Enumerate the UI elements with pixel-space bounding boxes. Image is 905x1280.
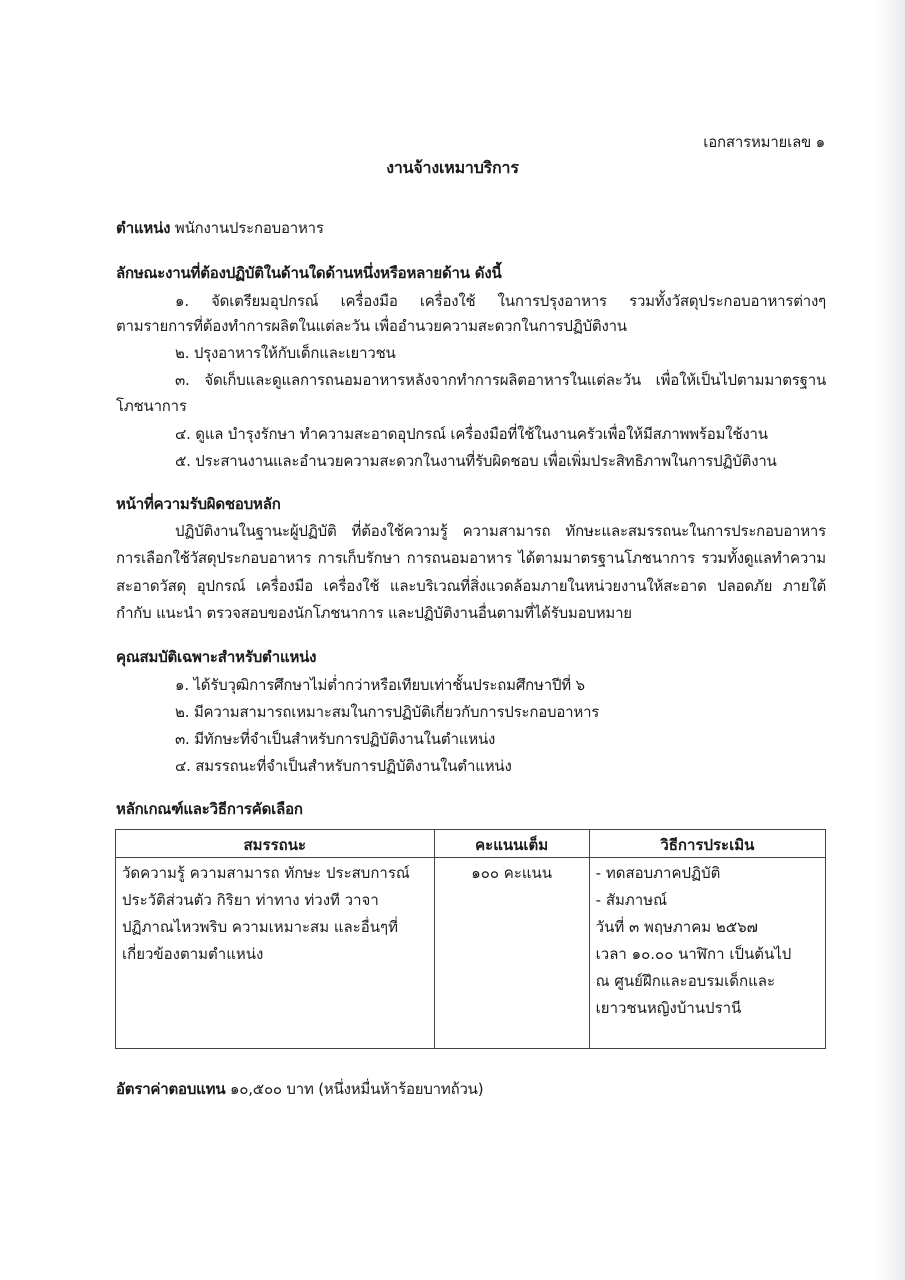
score-cell	[434, 858, 589, 1049]
responsibility-line-3: สะอาดวัสดุ อุปกรณ์ เครื่องมือ เครื่องใช้ และบริเวณที่สิ่งแวดล้อมภายในหน่วยงานให้สะอาด ปลอดภัย ภายใต้	[116, 577, 826, 595]
competency-line: ปฏิภาณไหวพริบ ความเหมาะสม และอื่นๆที่	[122, 918, 398, 936]
duty-item-3-line-2: โภชนาการ	[116, 397, 187, 415]
responsibility-heading: หน้าที่ความรับผิดชอบหลัก	[116, 495, 281, 513]
qualification-item-1: ๑. ได้รับวุฒิการศึกษาไม่ต่ำกว่าหรือเทียบเท่าชั้นประถมศึกษาปีที่ ๖	[175, 676, 585, 694]
method-cell	[589, 858, 825, 1049]
column-header-assessment-method: วิธีการประเมิน	[589, 830, 825, 858]
method-line: - สัมภาษณ์	[595, 891, 668, 909]
qualification-item-3: ๓. มีทักษะที่จำเป็นสำหรับการปฏิบัติงานในตำแหน่ง	[175, 730, 496, 748]
competency-line: วัดความรู้ ความสามารถ ทักษะ ประสบการณ์	[122, 864, 410, 882]
duty-item-1-line-1: ๑. จัดเตรียมอุปกรณ์ เครื่องมือ เครื่องใช้ ในการปรุงอาหาร รวมทั้งวัสดุประกอบอาหารต่างๆ	[175, 292, 826, 310]
full-score-value: ๑๐๐ คะแนน	[471, 864, 553, 882]
method-line: เวลา ๑๐.๐๐ นาฬิกา เป็นต้นไป	[595, 945, 792, 963]
criteria-heading: หลักเกณฑ์และวิธีการคัดเลือก	[116, 800, 303, 818]
qualification-item-4: ๔. สมรรถนะที่จำเป็นสำหรับการปฏิบัติงานในตำแหน่ง	[175, 757, 512, 775]
document-number: เอกสารหมายเลข ๑	[703, 133, 825, 151]
duties-heading: ลักษณะงานที่ต้องปฏิบัติในด้านใดด้านหนึ่งหรือหลายด้าน ดังนี้	[116, 264, 502, 282]
qualifications-heading: คุณสมบัติเฉพาะสำหรับตำแหน่ง	[116, 648, 317, 666]
method-line: เยาวชนหญิงบ้านปรานี	[595, 999, 742, 1017]
method-line: วันที่ ๓ พฤษภาคม ๒๕๖๗	[595, 918, 758, 936]
position-label: ตำแหน่ง	[116, 219, 171, 237]
method-line: - ทดสอบภาคปฏิบัติ	[595, 864, 721, 882]
table-row	[116, 858, 826, 1049]
document-title: งานจ้างเหมาบริการ	[386, 158, 519, 177]
competency-cell	[116, 858, 435, 1049]
competency-line: ประวัติส่วนตัว กิริยา ท่าทาง ท่วงที วาจา	[122, 891, 379, 909]
qualification-item-2: ๒. มีความสามารถเหมาะสมในการปฏิบัติเกี่ยวกับการประกอบอาหาร	[175, 703, 600, 721]
criteria-table-header-row	[116, 830, 826, 858]
duty-item-2: ๒. ปรุงอาหารให้กับเด็กและเยาวชน	[175, 344, 396, 362]
compensation-label: อัตราค่าตอบแทน	[116, 1080, 226, 1098]
duty-item-1-line-2: ตามรายการที่ต้องทำการผลิตในแต่ละวัน เพื่ออำนวยความสะดวกในการปฏิบัติงาน	[116, 317, 627, 335]
position-value: พนักงานประกอบอาหาร	[174, 219, 324, 237]
criteria-table	[115, 829, 826, 1049]
duty-item-5: ๕. ประสานงานและอำนวยความสะดวกในงานที่รับผิดชอบ เพื่อเพิ่มประสิทธิภาพในการปฏิบัติงาน	[175, 452, 777, 470]
responsibility-line-2: การเลือกใช้วัสดุประกอบอาหาร การเก็บรักษา การถนอมอาหาร ได้ตามมาตรฐานโภชนาการ รวมทั้งดูแลทำความ	[116, 549, 826, 567]
responsibility-line-1: ปฏิบัติงานในฐานะผู้ปฏิบัติ ที่ต้องใช้ความรู้ ความสามารถ ทักษะและสมรรถนะในการประกอบอาหาร	[175, 522, 826, 540]
column-header-competency: สมรรถนะ	[116, 830, 435, 858]
responsibility-line-4: กำกับ แนะนำ ตรวจสอบของนักโภชนาการ และปฏิบัติงานอื่นตามที่ได้รับมอบหมาย	[116, 604, 632, 622]
position-line	[116, 218, 324, 238]
method-line: ณ ศูนย์ฝึกและอบรมเด็กและ	[595, 972, 776, 990]
column-header-full-score: คะแนนเต็ม	[434, 830, 589, 858]
duty-item-3-line-1: ๓. จัดเก็บและดูแลการถนอมอาหารหลังจากทำการผลิตอาหารในแต่ละวัน เพื่อให้เป็นไปตามมาตรฐาน	[175, 371, 826, 389]
duty-item-4: ๔. ดูแล บำรุงรักษา ทำความสะอาดอุปกรณ์ เครื่องมือที่ใช้ในงานครัวเพื่อให้มีสภาพพร้อมใช้งาน	[175, 425, 768, 443]
compensation-line	[116, 1079, 483, 1099]
compensation-value: ๑๐,๕๐๐ บาท (หนึ่งหมื่นห้าร้อยบาทถ้วน)	[229, 1080, 484, 1098]
competency-line: เกี่ยวข้องตามตำแหน่ง	[122, 945, 264, 963]
